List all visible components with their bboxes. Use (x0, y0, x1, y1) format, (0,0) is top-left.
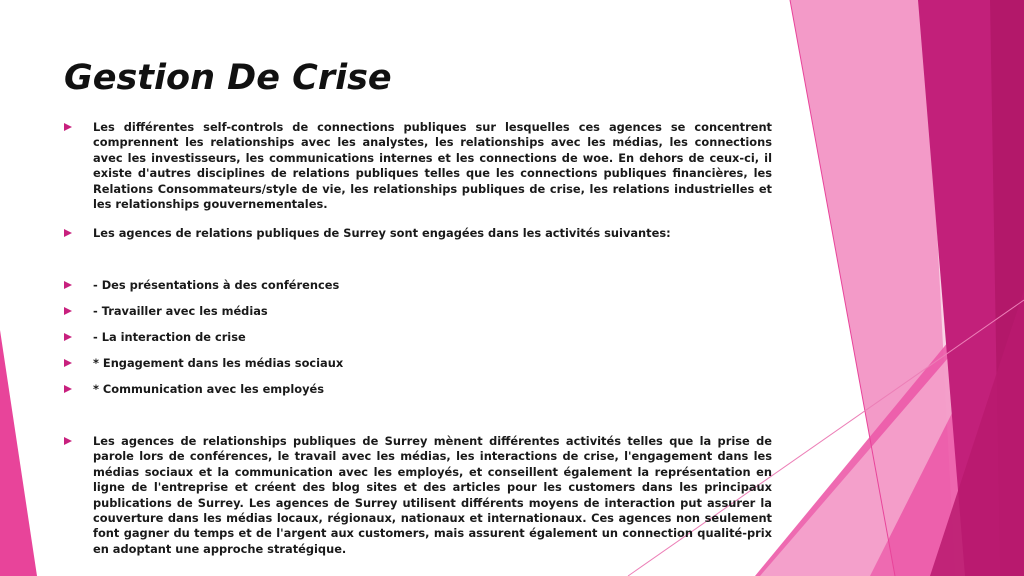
bullet-item (64, 382, 772, 434)
bullet-text: - Des présentations à des conférences (93, 278, 340, 292)
bullet-item (64, 304, 772, 330)
bullet-text: - La interaction de crise (93, 330, 246, 344)
bullet-text: Les différentes self-controls de connections publiques sur lesquelles ces agences se concentrent comprennent les relationships avec les analystes, les relationships avec les médias, les connections avec les investisseurs, les communications internes et les connections de woe. En dehors de ceux-ci, il existe d'autres disciplines de relations publiques telles que les connections publiques financières, les Relations Consommateurs/style de vie, les relationships publiques de crise, les relations industrielles et les relationships gouvernementales. (93, 120, 772, 212)
bullet-arrow-icon (64, 229, 72, 237)
bullet-item (64, 330, 772, 356)
bullet-arrow-icon (64, 281, 72, 289)
bullet-item (64, 120, 772, 226)
bullet-arrow-icon (64, 123, 72, 131)
bullet-arrow-icon (64, 359, 72, 367)
bullet-item (64, 434, 772, 556)
bullet-item (64, 226, 772, 278)
bullet-item (64, 278, 772, 304)
bullet-list (64, 120, 772, 556)
bullet-arrow-icon (64, 307, 72, 315)
slide-title: Gestion De Crise (64, 58, 392, 98)
bullet-arrow-icon (64, 437, 72, 445)
left-edge-shape (0, 330, 37, 576)
bullet-item (64, 356, 772, 382)
bullet-text: * Communication avec les employés (93, 382, 324, 396)
bullet-arrow-icon (64, 333, 72, 341)
bullet-text: - Travailler avec les médias (93, 304, 268, 318)
bullet-text: * Engagement dans les médias sociaux (93, 356, 344, 370)
bullet-text: Les agences de relations publiques de Surrey sont engagées dans les activités suivantes: (93, 226, 671, 240)
bullet-arrow-icon (64, 385, 72, 393)
bullet-text: Les agences de relationships publiques de Surrey mènent différentes activités telles que la prise de parole lors de conférences, le travail avec les médias, les interactions de crise, l'engagement dans les médias sociaux et la communication avec les employés, et conseillent également la représentation en ligne de l'entreprise et créent des blog sites et des articles pour les customers dans les principaux publications de Surrey. Les agences de Surrey utilisent différents moyens de interaction put assurer la couverture dans les médias locaux, régionaux, nationaux et internationaux. Ces agences non seulement font gagner du temps et de l'argent aux customers, mais assurent également un connection qualité-prix en adoptant une approche stratégique. (93, 434, 772, 556)
